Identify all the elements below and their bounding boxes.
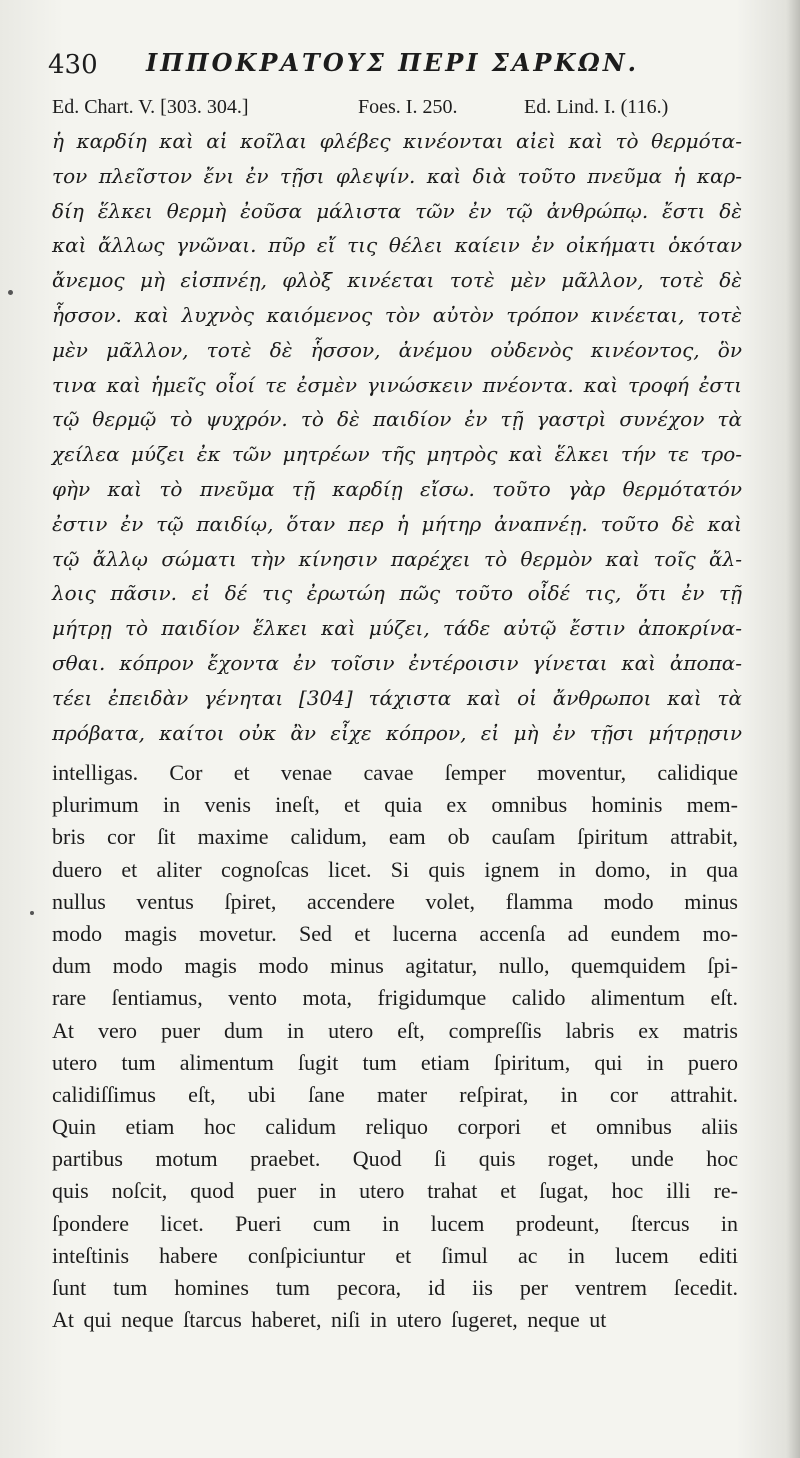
latin-line: modo magis movetur. Sed et lucerna accenſa ad eundem mo- bbox=[52, 920, 738, 946]
greek-line: ἄνεμος μὴ εἰσπνέῃ, φλὸξ κινέεται τοτὲ μὲν μᾶλλον, τοτὲ δὲ bbox=[52, 268, 742, 293]
greek-line: ἡ καρδίη καὶ αἱ κοῖλαι φλέβες κινέονται αἰεὶ καὶ τὸ θερμότα- bbox=[52, 129, 742, 153]
latin-line: duero et aliter cognoſcas licet. Si quis ignem in domo, in qua bbox=[52, 856, 738, 882]
latin-line: intelligas. Cor et venae cavae ſemper moventur, calidique bbox=[52, 760, 738, 785]
greek-line: τινα καὶ ἡμεῖς οἷοί τε ἐσμὲν γινώσκειν πνέοντα. καὶ τροφή ἐστι bbox=[52, 372, 742, 397]
greek-line: δίη ἕλκει θερμὴ ἐοῦσα μάλιστα τῶν ἐν τῷ ἀνθρώπῳ. ἔστι δὲ bbox=[52, 198, 742, 223]
greek-line: ἐστιν ἐν τῷ παιδίῳ, ὅταν περ ἡ μήτηρ ἀναπνέῃ. τοῦτο δὲ καὶ bbox=[52, 511, 742, 536]
latin-line: At qui neque ſtarcus haberet, niſi in utero ſugeret, neque ut bbox=[52, 1307, 607, 1333]
page-number: 430 bbox=[48, 50, 98, 80]
greek-line: μήτρῃ τὸ παιδίον ἕλκει καὶ μύζει, τάδε αὐτῷ ἔστιν ἀποκρίνα- bbox=[52, 616, 742, 641]
greek-text-block bbox=[52, 124, 742, 750]
latin-line: inteſtinis habere conſpiciuntur et ſimul ac in lucem editi bbox=[52, 1242, 738, 1268]
page-edge bbox=[786, 0, 800, 1458]
chartier-edition-ref: Ed. Chart. V. [303. 304.] bbox=[52, 96, 249, 118]
greek-line: τῷ θερμῷ τὸ ψυχρόν. τὸ δὲ παιδίον ἐν τῇ γαστρὶ συνέχον τὰ bbox=[52, 407, 742, 432]
greek-line: καὶ ἄλλως γνῶναι. πῦρ εἴ τις θέλει καίειν ἐν οἰκήματι ὁκόταν bbox=[52, 233, 742, 258]
latin-line: At vero puer dum in utero eſt, compreſſis labris ex matris bbox=[52, 1017, 738, 1043]
greek-line: λοις πᾶσιν. εἰ δέ τις ἐρωτώη πῶς τοῦτο οἶδέ τις, ὅτι ἐν τῇ bbox=[52, 581, 742, 606]
latin-line: ſunt tum homines tum pecora, id iis per ventrem ſecedit. bbox=[52, 1275, 738, 1300]
latin-line: utero tum alimentum ſugit tum etiam ſpiritum, qui in puero bbox=[52, 1049, 738, 1075]
running-title: ΙΠΠΟΚΡΑΤΟΥΣ ΠΕΡΙ ΣΑΡΚΩΝ. bbox=[146, 48, 639, 77]
latin-line: quis noſcit, quod puer in utero trahat et ſugat, hoc illi re- bbox=[52, 1178, 738, 1204]
latin-line: ſpondere licet. Pueri cum in lucem prodeunt, ſtercus in bbox=[52, 1210, 738, 1236]
greek-line: ἧσσον. καὶ λυχνὸς καιόμενος τὸν αὐτὸν τρόπον κινέεται, τοτὲ bbox=[52, 302, 742, 327]
greek-line: φὴν καὶ τὸ πνεῦμα τῇ καρδίῃ εἴσω. τοῦτο γὰρ θερμότατόν bbox=[52, 476, 742, 501]
latin-line: rare ſentiamus, vento mota, frigidumque calido alimentum eſt. bbox=[52, 985, 738, 1011]
greek-line: τέει ἐπειδὰν γένηται [304] τάχιστα καὶ οἱ ἄνθρωποι καὶ τὰ bbox=[52, 685, 742, 710]
greek-line: σθαι. κόπρον ἔχοντα ἐν τοῖσιν ἐντέροισιν γίνεται καὶ ἀποπα- bbox=[52, 650, 742, 675]
latin-line: nullus ventus ſpiret, accendere volet, flamma modo minus bbox=[52, 888, 738, 914]
greek-line: χείλεα μύζει ἐκ τῶν μητρέων τῆς μητρὸς καὶ ἕλκει τήν τε τρο- bbox=[52, 442, 742, 467]
greek-line: μὲν μᾶλλον, τοτὲ δὲ ἧσσον, ἀνέμου οὐδενὸς κινέοντος, ὃν bbox=[52, 337, 742, 362]
greek-line: πρόβατα, καίτοι οὐκ ἂν εἶχε κόπρον, εἰ μὴ ἐν τῇσι μήτρῃσιν bbox=[52, 720, 742, 745]
greek-line: τον πλεῖστον ἔνι ἐν τῇσι φλεψίν. καὶ διὰ τοῦτο πνεῦμα ἡ καρ- bbox=[52, 163, 742, 188]
latin-line: dum modo magis modo minus agitatur, nullo, quemquidem ſpi- bbox=[52, 953, 738, 979]
foes-edition-ref: Foes. I. 250. bbox=[358, 96, 458, 118]
margin-mark bbox=[30, 911, 34, 915]
edition-references bbox=[52, 96, 792, 126]
latin-line: bris cor ſit maxime calidum, eam ob cauſam ſpiritum attrabit, bbox=[52, 824, 738, 850]
latin-text-block bbox=[52, 757, 738, 1336]
latin-line: partibus motum praebet. Quod ſi quis roget, unde hoc bbox=[52, 1146, 738, 1172]
page-header bbox=[48, 48, 768, 86]
lind-edition-ref: Ed. Lind. I. (116.) bbox=[524, 96, 669, 118]
margin-mark bbox=[8, 290, 13, 295]
latin-line: calidiſſimus eſt, ubi ſane mater reſpirat, in cor attrahit. bbox=[52, 1081, 738, 1107]
greek-line: τῷ ἄλλῳ σώματι τὴν κίνησιν παρέχει τὸ θερμὸν καὶ τοῖς ἄλ- bbox=[52, 546, 742, 571]
latin-line: Quin etiam hoc calidum reliquo corpori et omnibus aliis bbox=[52, 1114, 738, 1140]
latin-line: plurimum in venis ineſt, et quia ex omnibus hominis mem- bbox=[52, 792, 738, 818]
